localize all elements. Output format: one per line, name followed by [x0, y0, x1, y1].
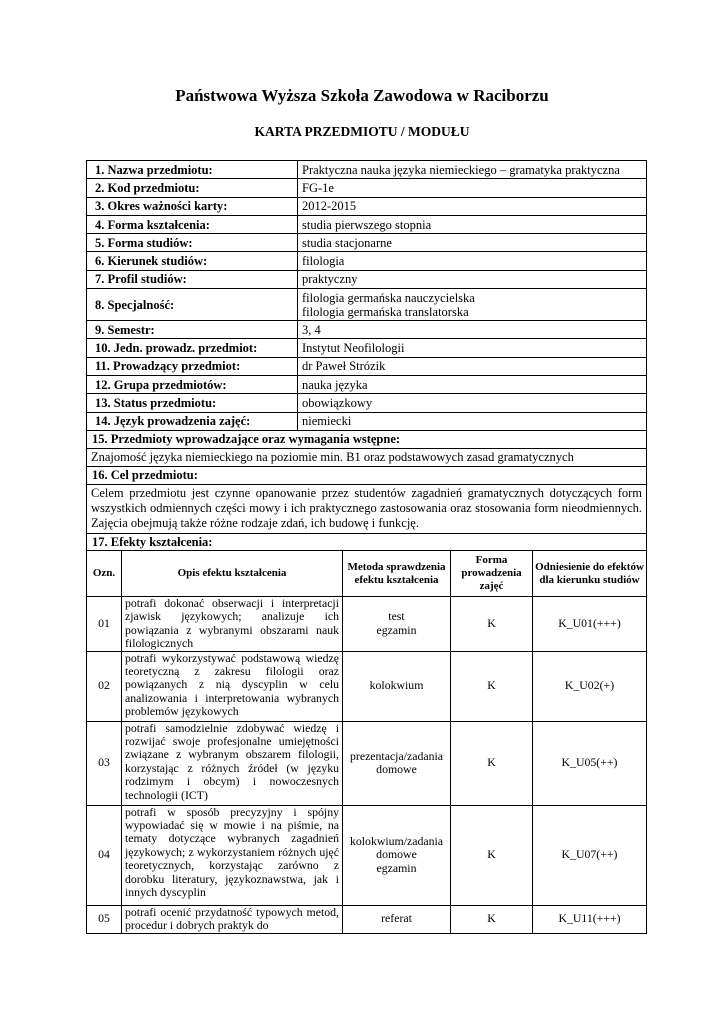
outcome-row — [87, 905, 647, 933]
info-value: filologia — [298, 252, 647, 270]
info-label: 6. Kierunek studiów: — [87, 252, 298, 270]
outcome-method-line: egzamin — [376, 860, 417, 875]
col-forma: Forma prowadzenia zajęć — [451, 551, 533, 597]
outcome-form: K — [451, 805, 533, 905]
outcome-row — [87, 721, 647, 805]
outcome-reference: K_U11(+++) — [533, 905, 647, 933]
info-value: 3, 4 — [298, 321, 647, 339]
info-value: 2012-2015 — [298, 197, 647, 215]
info-label: 13. Status przedmiotu: — [87, 394, 298, 412]
outcome-code: 04 — [87, 805, 122, 905]
outcome-method — [343, 805, 451, 905]
info-value: FG-1e — [298, 179, 647, 197]
card-title: KARTA PRZEDMIOTU / MODUŁU — [254, 124, 470, 139]
outcome-code: 02 — [87, 651, 122, 721]
info-row — [87, 179, 647, 197]
course-info-table — [86, 160, 647, 551]
outcome-method-line: domowe — [376, 762, 417, 777]
section-16-heading: 16. Cel przedmiotu: — [87, 466, 647, 484]
info-label: 14. Język prowadzenia zajęć: — [87, 412, 298, 430]
col-odniesienie: Odniesienie do efektów dla kierunku studiów — [533, 551, 647, 597]
info-value: Instytut Neofilologii — [298, 339, 647, 357]
section-17-heading: 17. Efekty kształcenia: — [87, 533, 647, 550]
info-label: 10. Jedn. prowadz. przedmiot: — [87, 339, 298, 357]
col-metoda: Metoda sprawdzenia efektu kształcenia — [343, 551, 451, 597]
outcome-description: potrafi wykorzystywać podstawową wiedzę teoretyczną z zakresu filologii oraz powiązanych z nią dyscyplin w celu analizowania i interpretowania wybranych problemów językowych — [122, 651, 343, 721]
info-label: 8. Specjalność: — [87, 289, 298, 321]
info-row — [87, 289, 647, 321]
info-label: 7. Profil studiów: — [87, 270, 298, 288]
info-row — [87, 394, 647, 412]
info-value — [298, 289, 647, 321]
outcome-reference: K_U05(++) — [533, 721, 647, 805]
info-row — [87, 234, 647, 252]
info-value: praktyczny — [298, 270, 647, 288]
outcome-method-line: kolokwium/zadania — [349, 834, 444, 849]
info-value: studia pierwszego stopnia — [298, 215, 647, 233]
info-row — [87, 375, 647, 393]
col-opis: Opis efektu kształcenia — [122, 551, 343, 597]
outcome-form: K — [451, 905, 533, 933]
learning-outcomes-table — [86, 550, 647, 934]
info-row — [87, 197, 647, 215]
outcome-code: 01 — [87, 597, 122, 652]
outcome-method-line: referat — [381, 911, 412, 926]
outcome-code: 03 — [87, 721, 122, 805]
col-ozn: Ozn. — [87, 551, 122, 597]
section-15-heading: 15. Przedmioty wprowadzające oraz wymagania wstępne: — [87, 430, 647, 448]
school-name: Państwowa Wyższa Szkoła Zawodowa w Raciborzu — [175, 86, 549, 105]
outcome-row — [87, 597, 647, 652]
info-value: nauka języka — [298, 375, 647, 393]
info-row — [87, 270, 647, 288]
outcome-form: K — [451, 721, 533, 805]
info-label: 9. Semestr: — [87, 321, 298, 339]
info-row — [87, 321, 647, 339]
outcome-method-line: test — [388, 609, 405, 624]
section-15-text: Znajomość języka niemieckiego na poziomie min. B1 oraz podstawowych zasad gramatycznych — [87, 448, 647, 466]
outcome-description: potrafi dokonać obserwacji i interpretacji zjawisk językowych; analizuje ich powiązania z wybranymi obszarami nauk filologicznych — [122, 597, 343, 652]
outcome-reference: K_U01(+++) — [533, 597, 647, 652]
info-row — [87, 357, 647, 375]
info-row — [87, 215, 647, 233]
info-row — [87, 339, 647, 357]
section-16-text: Celem przedmiotu jest czynne opanowanie przez studentów zagadnień gramatycznych dotyczących form wszystkich odmiennych części mowy i ich praktycznego zastosowania oraz stosowania form nieodmiennych. Zajęcia obejmują także różne rodzaje zdań, ich budowę i funkcję. — [87, 484, 647, 533]
outcome-method — [343, 721, 451, 805]
info-value: dr Paweł Strózik — [298, 357, 647, 375]
outcome-form: K — [451, 597, 533, 652]
info-label: 5. Forma studiów: — [87, 234, 298, 252]
info-label: 4. Forma kształcenia: — [87, 215, 298, 233]
info-value-line: filologia germańska translatorska — [302, 304, 469, 319]
outcome-form: K — [451, 651, 533, 721]
outcome-method-line: egzamin — [376, 622, 417, 637]
info-value: Praktyczna nauka języka niemieckiego – gramatyka praktyczna — [298, 161, 647, 179]
info-value: obowiązkowy — [298, 394, 647, 412]
outcome-row — [87, 651, 647, 721]
outcome-method-line: domowe — [376, 847, 417, 862]
info-row — [87, 161, 647, 179]
outcome-reference: K_U02(+) — [533, 651, 647, 721]
outcome-method-line: prezentacja/zadania — [350, 748, 443, 763]
outcome-method — [343, 651, 451, 721]
info-value: studia stacjonarne — [298, 234, 647, 252]
outcome-description: potrafi ocenić przydatność typowych metod, procedur i dobrych praktyk do — [122, 905, 343, 933]
info-label: 12. Grupa przedmiotów: — [87, 375, 298, 393]
outcome-description: potrafi samodzielnie zdobywać wiedzę i rozwijać swoje profesjonalne umiejętności związane z wybranym obszarem filologii, korzystając z różnych źródeł (w języku rodzimym i obcym) i nowoczesnych technologii (ICT) — [122, 721, 343, 805]
info-value: niemiecki — [298, 412, 647, 430]
outcome-code: 05 — [87, 905, 122, 933]
info-label: 11. Prowadzący przedmiot: — [87, 357, 298, 375]
info-row — [87, 412, 647, 430]
outcome-method-line: kolokwium — [369, 678, 424, 693]
info-label: 2. Kod przedmiotu: — [87, 179, 298, 197]
info-value-line: filologia germańska nauczycielska — [302, 290, 475, 305]
info-label: 3. Okres ważności karty: — [87, 197, 298, 215]
info-row — [87, 252, 647, 270]
outcome-reference: K_U07(++) — [533, 805, 647, 905]
outcome-method — [343, 905, 451, 933]
info-label: 1. Nazwa przedmiotu: — [87, 161, 298, 179]
outcome-method — [343, 597, 451, 652]
outcome-description: potrafi w sposób precyzyjny i spójny wypowiadać się w mowie i na piśmie, na tematy dotyczące wybranych zagadnień językowych; z wykorzystaniem różnych ujęć teoretycznych, korzystając zarówno z dorobku literatury, językoznawstwa, jak i innych dyscyplin — [122, 805, 343, 905]
outcome-row — [87, 805, 647, 905]
